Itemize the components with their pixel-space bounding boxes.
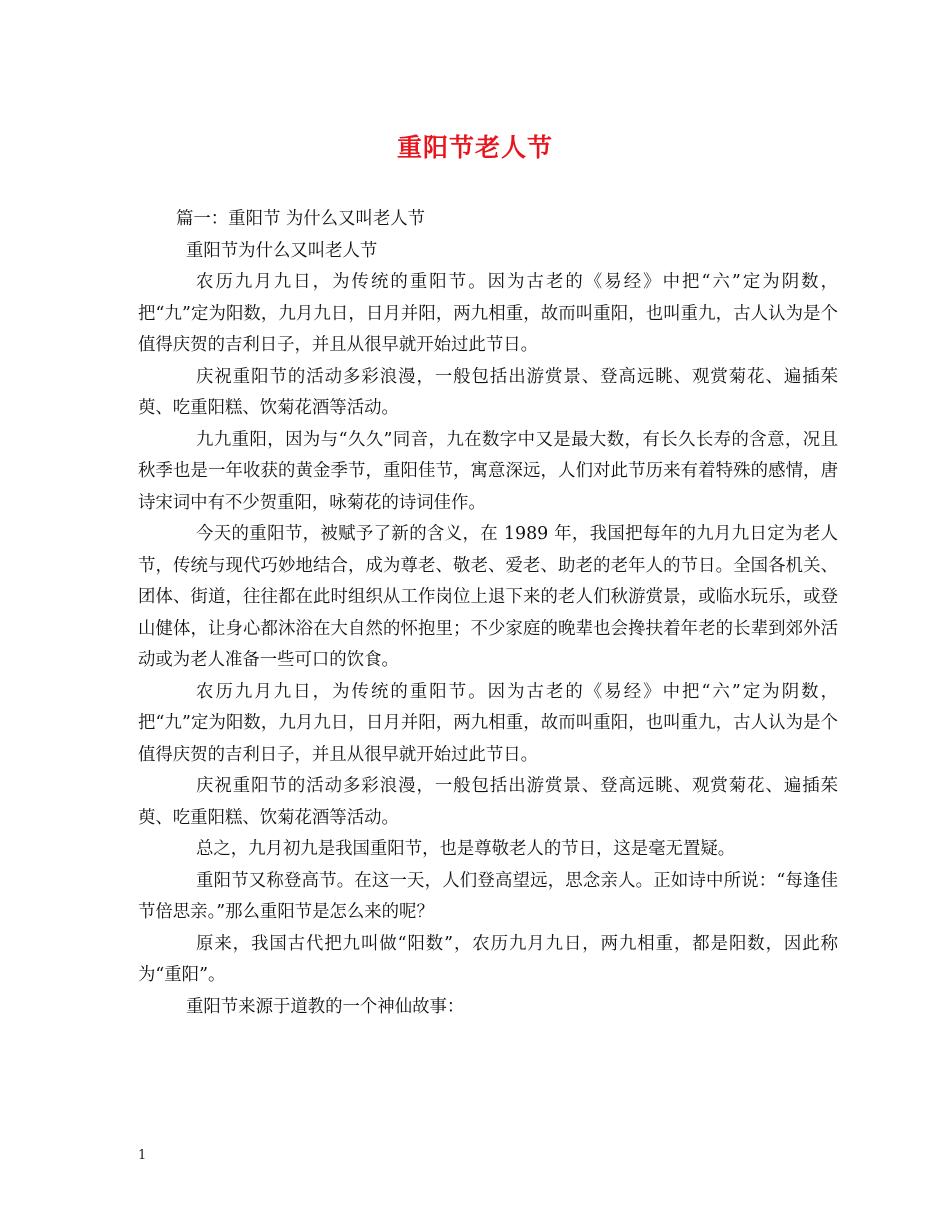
body-paragraph: 农历九月九日，为传统的重阳节。因为古老的《易经》中把“六”定为阴数，把“九”定为阳数，九月九日，日月并阳，两九相重，故而叫重阳，也叫重九，古人认为是个值得庆贺的吉利日子，并且从很早就开始过此节日。: [138, 272, 838, 355]
document-title: 重阳节老人节: [396, 133, 553, 162]
subsection-heading: 重阳节为什么又叫老人节: [186, 240, 378, 261]
body-paragraph: 农历九月九日，为传统的重阳节。因为古老的《易经》中把“六”定为阴数，把“九”定为阳数，九月九日，日月并阳，两九相重，故而叫重阳，也叫重九，古人认为是个值得庆贺的吉利日子，并且从很早就开始过此节日。: [138, 681, 838, 765]
body-paragraph: 重阳节来源于道教的一个神仙故事：: [186, 996, 465, 1017]
section-heading: 篇一：重阳节 为什么又叫老人节: [176, 209, 425, 229]
document-body: [138, 204, 838, 1023]
body-paragraph: 今天的重阳节，被赋予了新的含义，在 1989 年，我国把每年的九月九日定为老人节，传统与现代巧妙地结合，成为尊老、敬老、爱老、助老的老年人的节日。全国各机关、团体、街道，往往都在此时组织从工作岗位上退下来的老人们秋游赏景，或临水玩乐，或登山健体，让身心都沐浴在大自然的怀抱里；不少家庭的晚辈也会搀扶着年老的长辈到郊外活动或为老人准备一些可口的饮食。: [138, 524, 838, 670]
body-paragraph: 重阳节又称登高节。在这一天，人们登高望远，思念亲人。正如诗中所说：“每逢佳节倍思亲。”那么重阳节是怎么来的呢？: [138, 870, 838, 922]
body-paragraph: 九九重阳，因为与“久久”同音，九在数字中又是最大数，有长久长寿的含意，况且秋季也是一年收获的黄金季节，重阳佳节，寓意深远，人们对此节历来有着特殊的感情，唐诗宋词中有不少贺重阳，咏菊花的诗词佳作。: [138, 429, 838, 513]
body-paragraph: 总之，九月初九是我国重阳节，也是尊敬老人的节日，这是毫无置疑。: [196, 839, 736, 859]
body-paragraph: 庆祝重阳节的活动多彩浪漫，一般包括出游赏景、登高远眺、观赏菊花、遍插茱萸、吃重阳糕、饮菊花酒等活动。: [138, 366, 838, 418]
body-paragraph: 庆祝重阳节的活动多彩浪漫，一般包括出游赏景、登高远眺、观赏菊花、遍插茱萸、吃重阳糕、饮菊花酒等活动。: [138, 776, 838, 828]
page-number: 1: [138, 1148, 147, 1163]
body-paragraph: 原来，我国古代把九叫做“阳数”，农历九月九日，两九相重，都是阳数，因此称为“重阳”。: [138, 933, 838, 985]
